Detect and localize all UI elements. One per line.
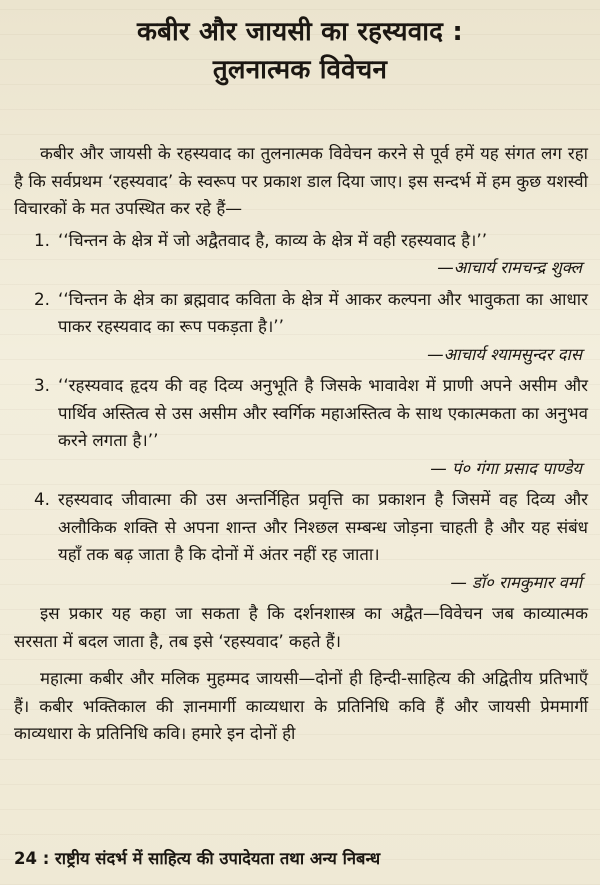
quote-number: 4. bbox=[33, 489, 50, 509]
quote-text: ‘‘चिन्तन के क्षेत्र का ब्रह्मवाद कविता के क्षेत्र में आकर कल्पना और भावुकता का आधार पाकर रहस्यवाद का रूप पकड़ता है।’’ bbox=[58, 288, 588, 336]
quote-item bbox=[14, 286, 588, 341]
quote-item bbox=[14, 486, 588, 569]
chapter-title bbox=[0, 14, 600, 88]
quote-author: —आचार्य श्यामसुन्दर दास bbox=[427, 344, 582, 364]
quote-text: ‘‘रहस्यवाद हृदय की वह दिव्य अनुभूति है जिसके भावावेश में प्राणी अपने असीम और पार्थिव अस्तित्व से उस असीम और स्वर्गिक महाअस्तित्व के साथ एकात्मकता का अनुभव करने लगता है।’’ bbox=[58, 375, 588, 450]
page-body bbox=[14, 140, 588, 748]
quote-text: ‘‘चिन्तन के क्षेत्र में जो अद्वैतवाद है, काव्य के क्षेत्र में वही रहस्यवाद है।’’ bbox=[58, 229, 488, 250]
quote-text: रहस्यवाद जीवात्मा की उस अन्तर्निहित प्रवृत्ति का प्रकाशन है जिसमें वह दिव्य और अलौकिक शक्ति से अपना शान्त और निश्छल सम्बन्ध जोड़ना चाहती है और यह संबंध यहाँ तक बढ़ जाता है कि दोनों में अंतर नहीं रह जाता। bbox=[58, 489, 588, 564]
quote-author: —आचार्य रामचन्द्र शुक्ल bbox=[437, 258, 582, 277]
quote-list bbox=[14, 227, 588, 597]
quote-number: 1. bbox=[33, 229, 50, 250]
chapter-title-line2: तुलनात्मक विवेचन bbox=[212, 55, 388, 85]
book-title: : राष्ट्रीय संदर्भ में साहित्य की उपादेयता तथा अन्य निबन्ध bbox=[42, 849, 381, 868]
quote-number: 2. bbox=[33, 288, 50, 309]
quote-number: 3. bbox=[33, 375, 50, 395]
quote-item bbox=[14, 227, 588, 255]
page-footer bbox=[14, 846, 588, 872]
chapter-title-line1: कबीर और जायसी का रहस्यवाद : bbox=[136, 17, 464, 47]
quote-author: — डॉ० रामकुमार वर्मा bbox=[450, 572, 582, 592]
closing-paragraph: महात्मा कबीर और मलिक मुहम्मद जायसी—दोनों ही हिन्दी-साहित्य की अद्वितीय प्रतिभाएँ हैं। कबीर भक्तिकाल की ज्ञानमार्गी काव्यधारा के प्रतिनिधि कवि हैं और जायसी प्रेममार्गी काव्यधारा के प्रतिनिधि कवि। हमारे इन दोनों ही bbox=[14, 668, 588, 743]
quote-author: — पं० गंगा प्रसाद पाण्डेय bbox=[430, 458, 582, 478]
page-number: 24 bbox=[14, 849, 37, 868]
intro-paragraph: कबीर और जायसी के रहस्यवाद का तुलनात्मक विवेचन करने से पूर्व हमें यह संगत लग रहा है कि सर्वप्रथम ‘रहस्यवाद’ के स्वरूप पर प्रकाश डाल दिया जाए। इस सन्दर्भ में हम कुछ यशस्वी विचारकों के मत उपस्थित कर रहे हैं— bbox=[14, 143, 588, 218]
quote-item bbox=[14, 372, 588, 455]
conclusion-paragraph: इस प्रकार यह कहा जा सकता है कि दर्शनशास्त्र का अद्वैत—विवेचन जब काव्यात्मक सरसता में बदल जाता है, तब इसे ‘रहस्यवाद’ कहते हैं। bbox=[14, 603, 588, 651]
